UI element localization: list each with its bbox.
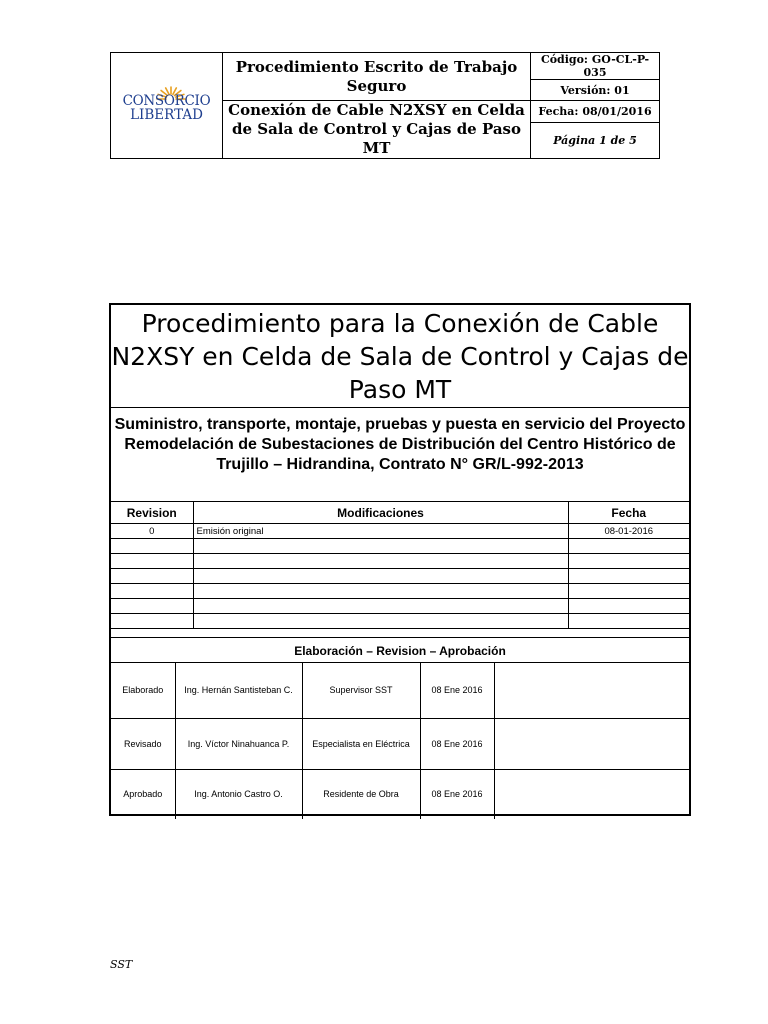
cover-box	[109, 303, 691, 816]
footer-text: SST	[110, 958, 133, 971]
fecha-cell	[568, 569, 689, 584]
document-header	[110, 52, 660, 159]
table-row	[111, 614, 689, 629]
modificaciones-header: Modificaciones	[193, 502, 568, 524]
modificaciones-cell	[193, 584, 568, 599]
approval-date: 08 Ene 2016	[420, 769, 494, 819]
modificaciones-cell	[193, 539, 568, 554]
doc-date: Fecha: 08/01/2016	[531, 101, 660, 123]
approval-date: 08 Ene 2016	[420, 663, 494, 718]
revision-cell	[111, 569, 193, 584]
table-row	[111, 599, 689, 614]
modificaciones-cell: Emisión original	[193, 524, 568, 539]
revision-cell	[111, 584, 193, 599]
approval-date: 08 Ene 2016	[420, 718, 494, 769]
revision-cell	[111, 554, 193, 569]
revision-table	[111, 502, 689, 629]
approval-position: Residente de Obra	[302, 769, 420, 819]
table-row	[111, 769, 689, 819]
table-row	[111, 524, 689, 539]
logo-text-line2: LIBERTAD	[130, 106, 203, 123]
modificaciones-cell	[193, 569, 568, 584]
table-row	[111, 554, 689, 569]
revision-cell	[111, 539, 193, 554]
doc-code: Código: GO-CL-P-035	[531, 53, 660, 80]
fecha-header: Fecha	[568, 502, 689, 524]
main-title: Procedimiento para la Conexión de Cable N2XSY en Celda de Sala de Control y Cajas de Paso MT	[111, 305, 689, 408]
company-logo	[117, 84, 217, 128]
main-subtitle: Suministro, transporte, montaje, pruebas y puesta en servicio del Proyecto Remodelación de Subestaciones de Distribución del Centro Histórico de Trujillo – Hidrandina, Contrato N° GR/L-992-2013	[111, 408, 689, 502]
revision-cell	[111, 614, 193, 629]
table-row	[111, 569, 689, 584]
approval-role: Revisado	[111, 718, 175, 769]
revision-header: Revision	[111, 502, 193, 524]
fecha-cell	[568, 599, 689, 614]
table-row	[111, 584, 689, 599]
approval-role: Aprobado	[111, 769, 175, 819]
approval-signature	[494, 718, 689, 769]
approval-signature	[494, 663, 689, 718]
approval-name: Ing. Antonio Castro O.	[175, 769, 302, 819]
approval-role: Elaborado	[111, 663, 175, 718]
fecha-cell	[568, 584, 689, 599]
page-number: Página 1 de 5	[531, 122, 660, 158]
fecha-cell: 08-01-2016	[568, 524, 689, 539]
doc-subject-title: Conexión de Cable N2XSY en Celda de Sala de Control y Cajas de Paso MT	[223, 101, 531, 159]
revision-cell	[111, 599, 193, 614]
approval-name: Ing. Hernán Santisteban C.	[175, 663, 302, 718]
table-row	[111, 539, 689, 554]
table-row	[111, 718, 689, 769]
logo-text-line1: CONSORCIO	[122, 92, 211, 109]
approval-position: Supervisor SST	[302, 663, 420, 718]
modificaciones-cell	[193, 554, 568, 569]
modificaciones-cell	[193, 599, 568, 614]
fecha-cell	[568, 614, 689, 629]
approval-name: Ing. Víctor Ninahuanca P.	[175, 718, 302, 769]
table-row	[111, 663, 689, 718]
logo-cell	[111, 53, 223, 159]
approval-table	[111, 663, 689, 819]
fecha-cell	[568, 539, 689, 554]
doc-version: Versión: 01	[531, 80, 660, 101]
revision-cell: 0	[111, 524, 193, 539]
approval-section-title: Elaboración – Revision – Aprobación	[111, 637, 689, 663]
modificaciones-cell	[193, 614, 568, 629]
fecha-cell	[568, 554, 689, 569]
approval-position: Especialista en Eléctrica	[302, 718, 420, 769]
doc-type-title: Procedimiento Escrito de Trabajo Seguro	[223, 53, 531, 101]
approval-signature	[494, 769, 689, 819]
